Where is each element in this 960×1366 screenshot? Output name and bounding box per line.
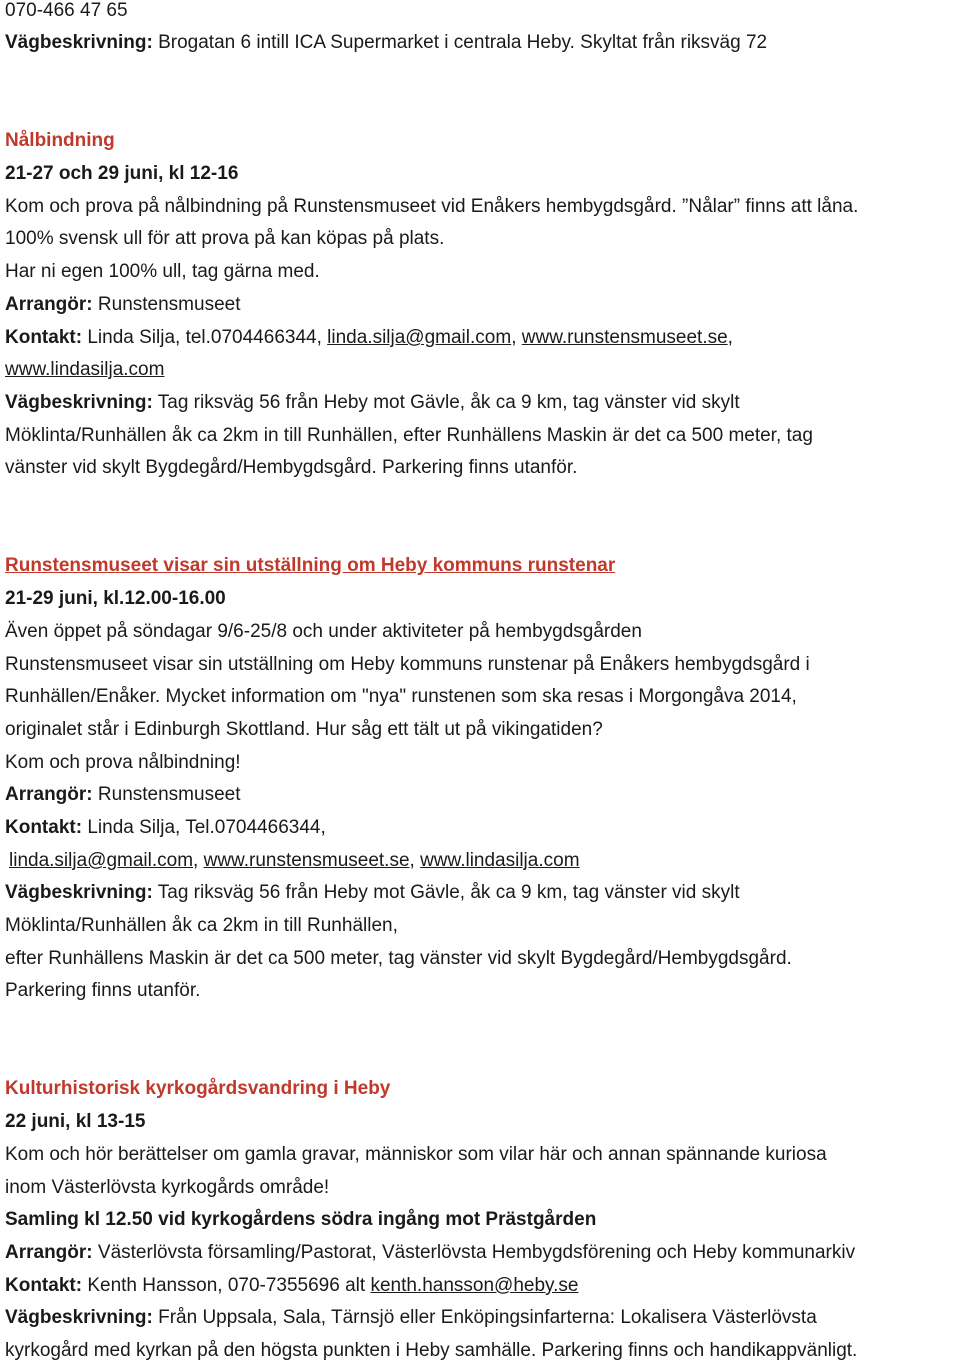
directions-text: kyrkogård med kyrkan på den högsta punkten i Heby samhälle. Parkering finns och handikappvänligt. xyxy=(5,1340,858,1361)
directions-text: Möklinta/Runhällen åk ca 2km in till Runhällen, efter Runhällens Maskin är det ca 500 meter, tag xyxy=(5,425,813,446)
directions-line xyxy=(5,1307,817,1329)
directions-line xyxy=(5,392,740,414)
email-link[interactable]: linda.silja@gmail.com xyxy=(9,850,194,871)
section-description: Runhällen/Enåker. Mycket information om "nya" runstenen som ska resas i Morgongåva 2014, xyxy=(5,686,797,707)
direction-label: Vägbeskrivning: xyxy=(5,32,153,53)
directions-text: Möklinta/Runhällen åk ca 2km in till Runhällen, xyxy=(5,915,398,936)
section-description: originalet står i Edinburgh Skottland. Hur såg ett tält ut på vikingatiden? xyxy=(5,719,603,740)
email-link[interactable]: kenth.hansson@heby.se xyxy=(370,1275,579,1296)
contact-line xyxy=(5,817,326,839)
contact-line-cont xyxy=(5,359,164,381)
gathering-info: Samling kl 12.50 vid kyrkogårdens södra ingång mot Prästgården xyxy=(5,1209,597,1230)
section-description: Runstensmuseet visar sin utställning om Heby kommuns runstenar på Enåkers hembygdsgård i xyxy=(5,654,810,675)
section-description: inom Västerlövsta kyrkogårds område! xyxy=(5,1177,330,1198)
contact-label: Kontakt: xyxy=(5,327,83,348)
contact-links xyxy=(9,850,580,872)
section-description: Har ni egen 100% ull, tag gärna med. xyxy=(5,261,320,282)
separator: , xyxy=(727,327,733,348)
directions-text: Tag riksväg 56 från Heby mot Gävle, åk ca 9 km, tag vänster vid skylt xyxy=(152,882,740,903)
directions-label: Vägbeskrivning: xyxy=(5,882,153,903)
organizer-text: Västerlövsta församling/Pastorat, Västerlövsta Hembygdsförening och Heby kommunarkiv xyxy=(92,1242,856,1263)
website-link[interactable]: www.runstensmuseet.se xyxy=(521,327,728,348)
contact-line xyxy=(5,1275,578,1297)
organizer-text: Runstensmuseet xyxy=(92,784,241,805)
direction-text: Brogatan 6 intill ICA Supermarket i centrala Heby. Skyltat från riksväg 72 xyxy=(152,32,768,53)
section-title-runstenar: Runstensmuseet visar sin utställning om Heby kommuns runstenar xyxy=(5,555,616,576)
section-description: Kom och hör berättelser om gamla gravar, människor som vilar här och annan spännande kuriosa xyxy=(5,1144,827,1165)
organizer-label: Arrangör: xyxy=(5,1242,93,1263)
intro-phone: 070-466 47 65 xyxy=(5,0,128,21)
organizer-label: Arrangör: xyxy=(5,294,93,315)
directions-text: Parkering finns utanför. xyxy=(5,980,201,1001)
directions-text: efter Runhällens Maskin är det ca 500 meter, tag vänster vid skylt Bygdegård/Hembygdsgård. xyxy=(5,948,792,969)
contact-label: Kontakt: xyxy=(5,817,83,838)
organizer-text: Runstensmuseet xyxy=(92,294,241,315)
website-link[interactable]: www.runstensmuseet.se xyxy=(203,850,410,871)
organizer-line xyxy=(5,294,240,316)
section-title-nalbindning: Nålbindning xyxy=(5,130,115,151)
section-description: Kom och prova nålbindning! xyxy=(5,752,241,773)
directions-text: vänster vid skylt Bygdegård/Hembygdsgård. Parkering finns utanför. xyxy=(5,457,578,478)
organizer-line xyxy=(5,1242,855,1264)
contact-text: Kenth Hansson, 070-7355696 alt xyxy=(82,1275,371,1296)
directions-line xyxy=(5,882,740,904)
section-dates: 22 juni, kl 13-15 xyxy=(5,1111,146,1132)
directions-text: Tag riksväg 56 från Heby mot Gävle, åk ca 9 km, tag vänster vid skylt xyxy=(152,392,740,413)
email-link[interactable]: linda.silja@gmail.com xyxy=(327,327,512,348)
contact-line xyxy=(5,327,733,349)
website-link[interactable]: www.lindasilja.com xyxy=(420,850,580,871)
section-dates: 21-27 och 29 juni, kl 12-16 xyxy=(5,163,239,184)
website-link[interactable]: www.lindasilja.com xyxy=(5,359,165,380)
organizer-line xyxy=(5,784,240,806)
section-description: 100% svensk ull för att prova på kan köpas på plats. xyxy=(5,228,445,249)
contact-text: Linda Silja, Tel.0704466344, xyxy=(82,817,326,838)
section-dates: 21-29 juni, kl.12.00-16.00 xyxy=(5,588,226,609)
organizer-label: Arrangör: xyxy=(5,784,93,805)
section-description: Även öppet på söndagar 9/6-25/8 och under aktiviteter på hembygdsgården xyxy=(5,621,642,642)
separator: , xyxy=(511,327,522,348)
directions-text: Från Uppsala, Sala, Tärnsjö eller Enköpingsinfarterna: Lokalisera Västerlövsta xyxy=(152,1307,817,1328)
contact-label: Kontakt: xyxy=(5,1275,83,1296)
separator: , xyxy=(193,850,204,871)
section-title-kyrkogardsvandring: Kulturhistorisk kyrkogårdsvandring i Heby xyxy=(5,1078,391,1099)
section-description: Kom och prova på nålbindning på Runstensmuseet vid Enåkers hembygdsgård. ”Nålar” finns att låna. xyxy=(5,196,859,217)
separator: , xyxy=(409,850,421,871)
intro-directions xyxy=(5,32,767,54)
directions-label: Vägbeskrivning: xyxy=(5,392,153,413)
directions-label: Vägbeskrivning: xyxy=(5,1307,153,1328)
contact-text: Linda Silja, tel.0704466344, xyxy=(82,327,328,348)
